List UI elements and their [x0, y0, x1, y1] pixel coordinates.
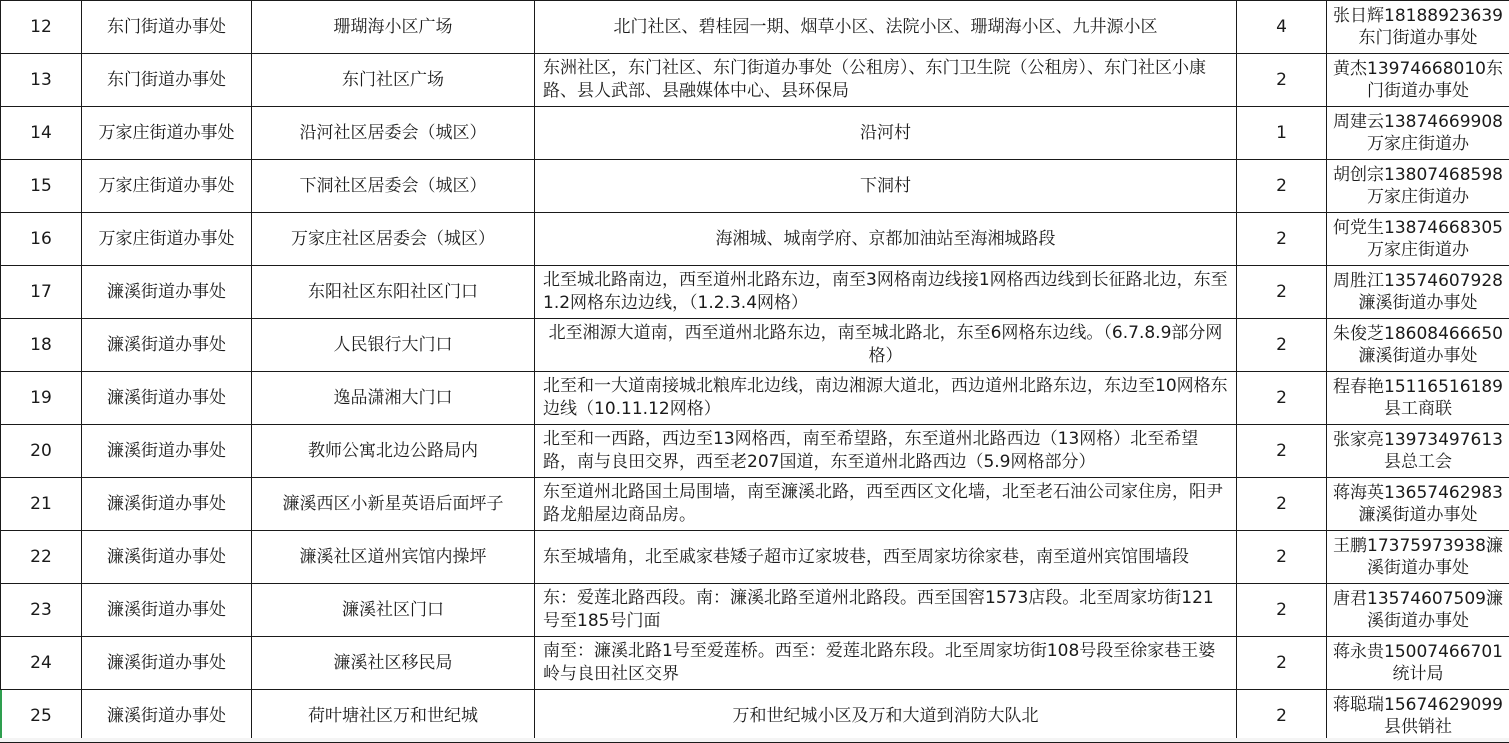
cell-contact[interactable]: 蒋永贵15007466701统计局 — [1327, 637, 1509, 690]
cell-number[interactable]: 23 — [1, 584, 82, 637]
cell-contact[interactable]: 胡创宗13807468598万家庄街道办 — [1327, 160, 1509, 213]
cell-site[interactable]: 珊瑚海小区广场 — [252, 1, 535, 54]
cell-area[interactable]: 东至城墙角，北至戚家巷矮子超市辽家坡巷，西至周家坊徐家巷，南至道州宾馆围墙段 — [535, 531, 1237, 584]
cell-area[interactable]: 北至城北路南边，西至道州北路东边，南至3网格南边线接1网格西边线到长征路北边，东至1.2网格东边边线，（1.2.3.4网格） — [535, 266, 1237, 319]
cell-count[interactable]: 2 — [1237, 213, 1327, 266]
table-row[interactable] — [1, 372, 1509, 425]
cell-number[interactable]: 15 — [1, 160, 82, 213]
cell-area[interactable]: 下洞村 — [535, 160, 1237, 213]
cell-number[interactable]: 21 — [1, 478, 82, 531]
cell-office[interactable]: 濂溪街道办事处 — [82, 372, 252, 425]
cell-contact[interactable]: 程春艳15116516189县工商联 — [1327, 372, 1509, 425]
cell-office[interactable]: 濂溪街道办事处 — [82, 266, 252, 319]
table-row[interactable] — [1, 478, 1509, 531]
table-row[interactable] — [1, 107, 1509, 160]
cell-site[interactable]: 人民银行大门口 — [252, 319, 535, 372]
cell-count[interactable]: 2 — [1237, 584, 1327, 637]
cell-site[interactable]: 濂溪社区移民局 — [252, 637, 535, 690]
cell-area[interactable]: 北门社区、碧桂园一期、烟草小区、法院小区、珊瑚海小区、九井源小区 — [535, 1, 1237, 54]
cell-number[interactable]: 17 — [1, 266, 82, 319]
table-row[interactable] — [1, 425, 1509, 478]
cell-contact[interactable]: 蒋聪瑞15674629099县供销社 — [1327, 690, 1509, 743]
cell-count[interactable]: 2 — [1237, 160, 1327, 213]
cell-site[interactable]: 濂溪社区门口 — [252, 584, 535, 637]
cell-site[interactable]: 下洞社区居委会（城区） — [252, 160, 535, 213]
table-row[interactable] — [1, 531, 1509, 584]
cell-office[interactable]: 东门街道办事处 — [82, 54, 252, 107]
cell-number[interactable]: 16 — [1, 213, 82, 266]
cell-number[interactable]: 14 — [1, 107, 82, 160]
cell-number[interactable]: 22 — [1, 531, 82, 584]
cell-contact[interactable]: 蒋海英13657462983濂溪街道办事处 — [1327, 478, 1509, 531]
cell-office[interactable]: 濂溪街道办事处 — [82, 637, 252, 690]
cell-contact[interactable]: 黄杰13974668010东门街道办事处 — [1327, 54, 1509, 107]
table-row[interactable] — [1, 266, 1509, 319]
cell-area[interactable]: 东：爱莲北路西段。南：濂溪北路至道州北路段。西至国窖1573店段。北至周家坊街121号至185号门面 — [535, 584, 1237, 637]
cell-count[interactable]: 2 — [1237, 54, 1327, 107]
table-row[interactable] — [1, 160, 1509, 213]
cell-number[interactable]: 25 — [1, 690, 82, 743]
table-row[interactable] — [1, 319, 1509, 372]
cell-area[interactable]: 海湘城、城南学府、京都加油站至海湘城路段 — [535, 213, 1237, 266]
cell-contact[interactable]: 唐君13574607509濂溪街道办事处 — [1327, 584, 1509, 637]
cell-office[interactable]: 濂溪街道办事处 — [82, 319, 252, 372]
cell-site[interactable]: 沿河社区居委会（城区） — [252, 107, 535, 160]
cell-area[interactable]: 东至道州北路国土局围墙，南至濂溪北路，西至西区文化墙，北至老石油公司家住房，阳尹路龙船屋边商品房。 — [535, 478, 1237, 531]
cell-office[interactable]: 万家庄街道办事处 — [82, 160, 252, 213]
cell-area[interactable]: 北至湘源大道南，西至道州北路东边，南至城北路北，东至6网格东边线。（6.7.8.9部分网格） — [535, 319, 1237, 372]
table-row[interactable] — [1, 213, 1509, 266]
cell-contact[interactable]: 张家亮13973497613县总工会 — [1327, 425, 1509, 478]
cell-office[interactable]: 万家庄街道办事处 — [82, 107, 252, 160]
cell-site[interactable]: 东阳社区东阳社区门口 — [252, 266, 535, 319]
cell-site[interactable]: 教师公寓北边公路局内 — [252, 425, 535, 478]
cell-number[interactable]: 13 — [1, 54, 82, 107]
cell-number[interactable]: 24 — [1, 637, 82, 690]
cell-contact[interactable]: 王鹏17375973938濂溪街道办事处 — [1327, 531, 1509, 584]
cell-office[interactable]: 濂溪街道办事处 — [82, 425, 252, 478]
cell-site[interactable]: 濂溪西区小新星英语后面坪子 — [252, 478, 535, 531]
cell-contact[interactable]: 何党生13874668305万家庄街道办 — [1327, 213, 1509, 266]
cell-site[interactable]: 逸品潇湘大门口 — [252, 372, 535, 425]
cell-contact[interactable]: 张日辉18188923639东门街道办事处 — [1327, 1, 1509, 54]
cell-count[interactable]: 2 — [1237, 319, 1327, 372]
cell-count[interactable]: 2 — [1237, 690, 1327, 743]
table-row[interactable] — [1, 637, 1509, 690]
cell-count[interactable]: 2 — [1237, 372, 1327, 425]
cell-site[interactable]: 荷叶塘社区万和世纪城 — [252, 690, 535, 743]
horizontal-scrollbar-track[interactable] — [0, 738, 1509, 742]
cell-area[interactable]: 北至和一西路，西边至13网格西，南至希望路，东至道州北路西边（13网格）北至希望路，南与良田交界，西至老207国道，东至道州北路西边（5.9网格部分） — [535, 425, 1237, 478]
cell-count[interactable]: 2 — [1237, 478, 1327, 531]
row-selection-marker — [0, 690, 2, 742]
cell-area[interactable]: 南至：濂溪北路1号至爱莲桥。西至：爱莲北路东段。北至周家坊街108号段至徐家巷王婆岭与良田社区交界 — [535, 637, 1237, 690]
cell-site[interactable]: 万家庄社区居委会（城区） — [252, 213, 535, 266]
cell-contact[interactable]: 周建云13874669908万家庄街道办 — [1327, 107, 1509, 160]
cell-contact[interactable]: 朱俊芝18608466650濂溪街道办事处 — [1327, 319, 1509, 372]
table-row[interactable] — [1, 54, 1509, 107]
table-row[interactable] — [1, 690, 1509, 743]
cell-site[interactable]: 东门社区广场 — [252, 54, 535, 107]
cell-number[interactable]: 12 — [1, 1, 82, 54]
cell-count[interactable]: 1 — [1237, 107, 1327, 160]
cell-office[interactable]: 濂溪街道办事处 — [82, 584, 252, 637]
cell-contact[interactable]: 周胜江13574607928濂溪街道办事处 — [1327, 266, 1509, 319]
cell-office[interactable]: 濂溪街道办事处 — [82, 531, 252, 584]
cell-area[interactable]: 沿河村 — [535, 107, 1237, 160]
cell-area[interactable]: 北至和一大道南接城北粮库北边线，南边湘源大道北，西边道州北路东边，东边至10网格东边线（10.11.12网格） — [535, 372, 1237, 425]
cell-office[interactable]: 濂溪街道办事处 — [82, 478, 252, 531]
cell-count[interactable]: 2 — [1237, 266, 1327, 319]
cell-area[interactable]: 万和世纪城小区及万和大道到消防大队北 — [535, 690, 1237, 743]
table-row[interactable] — [1, 584, 1509, 637]
cell-office[interactable]: 万家庄街道办事处 — [82, 213, 252, 266]
cell-office[interactable]: 濂溪街道办事处 — [82, 690, 252, 743]
cell-office[interactable]: 东门街道办事处 — [82, 1, 252, 54]
table-row[interactable] — [1, 1, 1509, 54]
cell-count[interactable]: 2 — [1237, 637, 1327, 690]
cell-count[interactable]: 4 — [1237, 1, 1327, 54]
table-body — [1, 1, 1509, 743]
cell-site[interactable]: 濂溪社区道州宾馆内操坪 — [252, 531, 535, 584]
cell-number[interactable]: 18 — [1, 319, 82, 372]
cell-number[interactable]: 19 — [1, 372, 82, 425]
cell-count[interactable]: 2 — [1237, 531, 1327, 584]
cell-area[interactable]: 东洲社区，东门社区、东门街道办事处（公租房）、东门卫生院（公租房）、东门社区小康路、县人武部、县融媒体中心、县环保局 — [535, 54, 1237, 107]
cell-number[interactable]: 20 — [1, 425, 82, 478]
cell-count[interactable]: 2 — [1237, 425, 1327, 478]
